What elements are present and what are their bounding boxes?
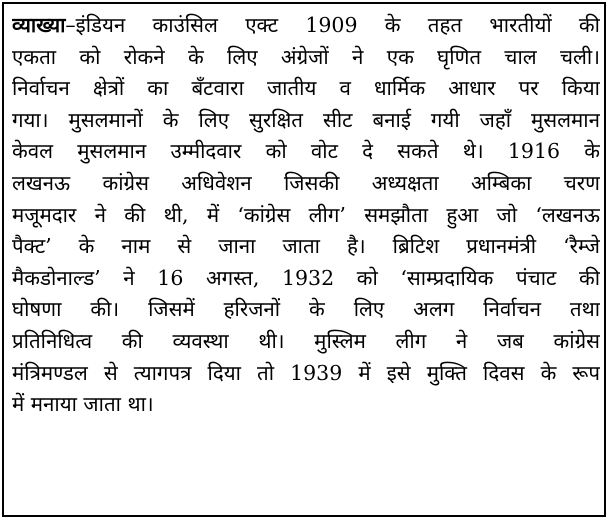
passage-line-6: लखनऊ कांग्रेस अधिवेशन जिसकी अध्यक्षता अम्बिका चरण xyxy=(12,170,600,195)
passage-line-13: में मनाया जाता था। xyxy=(12,392,154,417)
passage-line-8: पैक्ट’ के नाम से जाना जाता है। ब्रिटिश प्रधानमंत्री ‘रैम्जे xyxy=(12,234,600,259)
passage-line-5: केवल मुसलमान उम्मीदवार को वोट दे सकते थे। 1916 के xyxy=(12,139,600,164)
passage-line-1 xyxy=(12,10,600,42)
passage-line-3: निर्वाचन क्षेत्रों का बँटवारा जातीय व धार्मिक आधार पर किया xyxy=(12,76,600,101)
passage-line-4: गया। मुसलमानों के लिए सुरक्षित सीट बनाई गयी जहाँ मुसलमान xyxy=(12,107,600,132)
passage-line-11: प्रतिनिधित्व की व्यवस्था थी। मुस्लिम लीग ने जब कांग्रेस xyxy=(12,328,600,353)
passage-line-7: मजूमदार ने की थी, में ‘कांग्रेस लीग’ समझौता हुआ जो ‘लखनऊ xyxy=(12,202,600,227)
passage-line-10: घोषणा की। जिसमें हरिजनों के लिए अलग निर्वाचन तथा xyxy=(12,297,600,322)
passage-text xyxy=(12,10,600,421)
passage-line-12: मंत्रिमण्डल से त्यागपत्र दिया तो 1939 में इसे मुक्ति दिवस के रूप xyxy=(12,360,600,385)
passage-box xyxy=(2,2,606,517)
passage-line-1-text: –इंडियन काउंसिल एक्ट 1909 के तहत भारतीयों की xyxy=(65,13,600,37)
passage-line-9: मैकडोनाल्ड’ ने 16 अगस्त, 1932 को ‘साम्प्रदायिक पंचाट की xyxy=(12,265,600,290)
passage-line-2: एकता को रोकने के लिए अंग्रेजों ने एक घृणित चाल चली। xyxy=(12,44,600,69)
passage-heading: व्याख्या xyxy=(12,13,66,37)
